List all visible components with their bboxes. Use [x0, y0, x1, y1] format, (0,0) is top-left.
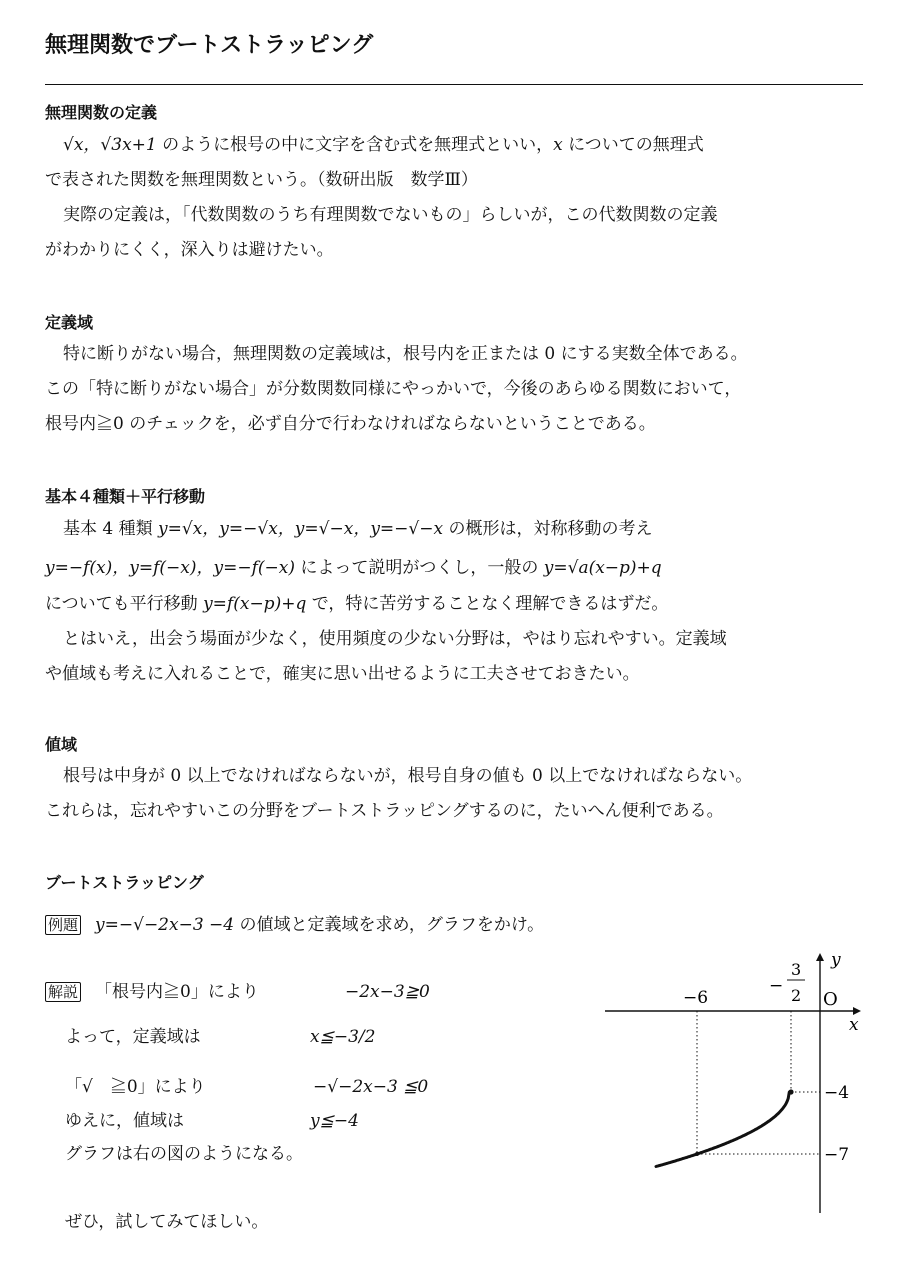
- endpoint-dot: [788, 1089, 793, 1094]
- origin-label: O: [823, 989, 838, 1010]
- page-title: 無理関数でブートストラッピング: [45, 33, 374, 58]
- s3-line1: [45, 512, 863, 547]
- solution-r3-math: −√−2x−3 ≦0: [313, 1077, 429, 1097]
- text-span: についても平行移動: [45, 594, 204, 614]
- section-heading-bootstrapping: ブートストラッピング: [45, 873, 204, 892]
- title-divider: [45, 84, 863, 85]
- s2-line3: 根号内≧0 のチェックを，必ず自分で行わなければならないということである。: [45, 414, 656, 434]
- s1-line4: がわかりにくく，深入りは避けたい。: [45, 240, 334, 260]
- x-tick-minus-sign: −: [769, 976, 784, 996]
- y-axis-arrow-icon: [816, 953, 824, 961]
- inline-math: y=f(x−p)+q: [203, 594, 307, 614]
- text-span: 「根号内≧0」により: [95, 982, 259, 1002]
- s3-line2: [45, 551, 863, 586]
- y-tick-minus4: −4: [824, 1083, 850, 1103]
- text-span: のように根号の中に文字を含む式を無理式といい，: [156, 135, 554, 155]
- inline-math: y=√x，y=−√x，y=√−x，y=−√−x: [158, 519, 444, 539]
- example-line: [45, 908, 863, 943]
- section-heading-domain: 定義域: [45, 313, 94, 332]
- s3-line3: [45, 587, 863, 622]
- solution-r4-text: ゆえに，値域は: [65, 1111, 184, 1131]
- y-axis-label: y: [831, 950, 841, 970]
- s3-line5: や値域も考えに入れることで，確実に思い出せるように工夫させておきたい。: [45, 664, 640, 684]
- example-tag: 例題: [45, 915, 81, 935]
- solution-r4-math: y≦−4: [310, 1111, 359, 1131]
- x-axis-arrow-icon: [853, 1007, 861, 1015]
- solution-tag: 解説: [45, 982, 81, 1002]
- x-tick-numerator: 3: [791, 960, 802, 979]
- s1-line3: 実際の定義は，「代数関数のうち有理関数でないもの」らしいが，この代数関数の定義: [63, 205, 718, 225]
- solution-r3-text: 「√ ≧0」により: [65, 1077, 206, 1097]
- section-heading-basic-four: 基本４種類＋平行移動: [45, 487, 206, 506]
- inline-math: √x，√3x+1: [63, 135, 157, 155]
- solution-r5-text: グラフは右の図のようになる。: [65, 1144, 303, 1164]
- inline-math: y=√a(x−p)+q: [543, 558, 662, 578]
- closing-text: ぜひ，試してみてほしい。: [65, 1212, 269, 1232]
- s4-line1: 根号は中身が 0 以上でなければならないが，根号自身の値も 0 以上でなければならない。: [63, 766, 753, 786]
- s3-line4: とはいえ，出会う場面が少なく，使用頻度の少ない分野は，やはり忘れやすい。定義域: [63, 629, 727, 649]
- intersection-dot: [695, 1152, 699, 1156]
- text-span: によって説明がつくし，一般の: [294, 558, 544, 578]
- s2-line2: この「特に断りがない場合」が分数関数同様にやっかいで，今後のあらゆる関数において，: [45, 379, 742, 399]
- solution-tag-row: [45, 977, 259, 1007]
- solution-r2-math: x≦−3/2: [310, 1027, 376, 1047]
- text-span: 基本 4 種類: [63, 519, 153, 539]
- text-span: の概形は，対称移動の考え: [443, 519, 653, 539]
- inline-math: y=−√−2x−3 −4: [95, 915, 235, 935]
- section-heading-definition: 無理関数の定義: [45, 103, 158, 122]
- text-span: で，特に苦労することなく理解できるはずだ。: [306, 594, 669, 614]
- x-tick-denominator: 2: [791, 986, 802, 1005]
- x-tick-minus6: −6: [683, 988, 709, 1008]
- function-graph: [595, 945, 880, 1220]
- inline-math: x: [553, 135, 563, 155]
- solution-r2-text: よって，定義域は: [65, 1027, 201, 1047]
- s1-line2: で表された関数を無理関数という。（数研出版 数学Ⅲ）: [45, 170, 478, 190]
- x-axis-label: x: [849, 1015, 859, 1035]
- section-heading-range: 値域: [45, 735, 78, 754]
- graph-curve: [656, 1092, 789, 1167]
- s1-line1: [45, 128, 863, 163]
- s2-line1: 特に断りがない場合，無理関数の定義域は，根号内を正または 0 にする実数全体である。: [63, 344, 748, 364]
- text-span: についての無理式: [562, 135, 704, 155]
- text-span: の値域と定義域を求め，グラフをかけ。: [234, 915, 545, 935]
- inline-math: y=−f(x)，y=f(−x)，y=−f(−x): [45, 558, 295, 578]
- solution-r1-math: −2x−3≧0: [345, 982, 430, 1002]
- s4-line2: これらは，忘れやすいこの分野をブートストラッピングするのに，たいへん便利である。: [45, 801, 724, 821]
- y-tick-minus7: −7: [824, 1145, 850, 1165]
